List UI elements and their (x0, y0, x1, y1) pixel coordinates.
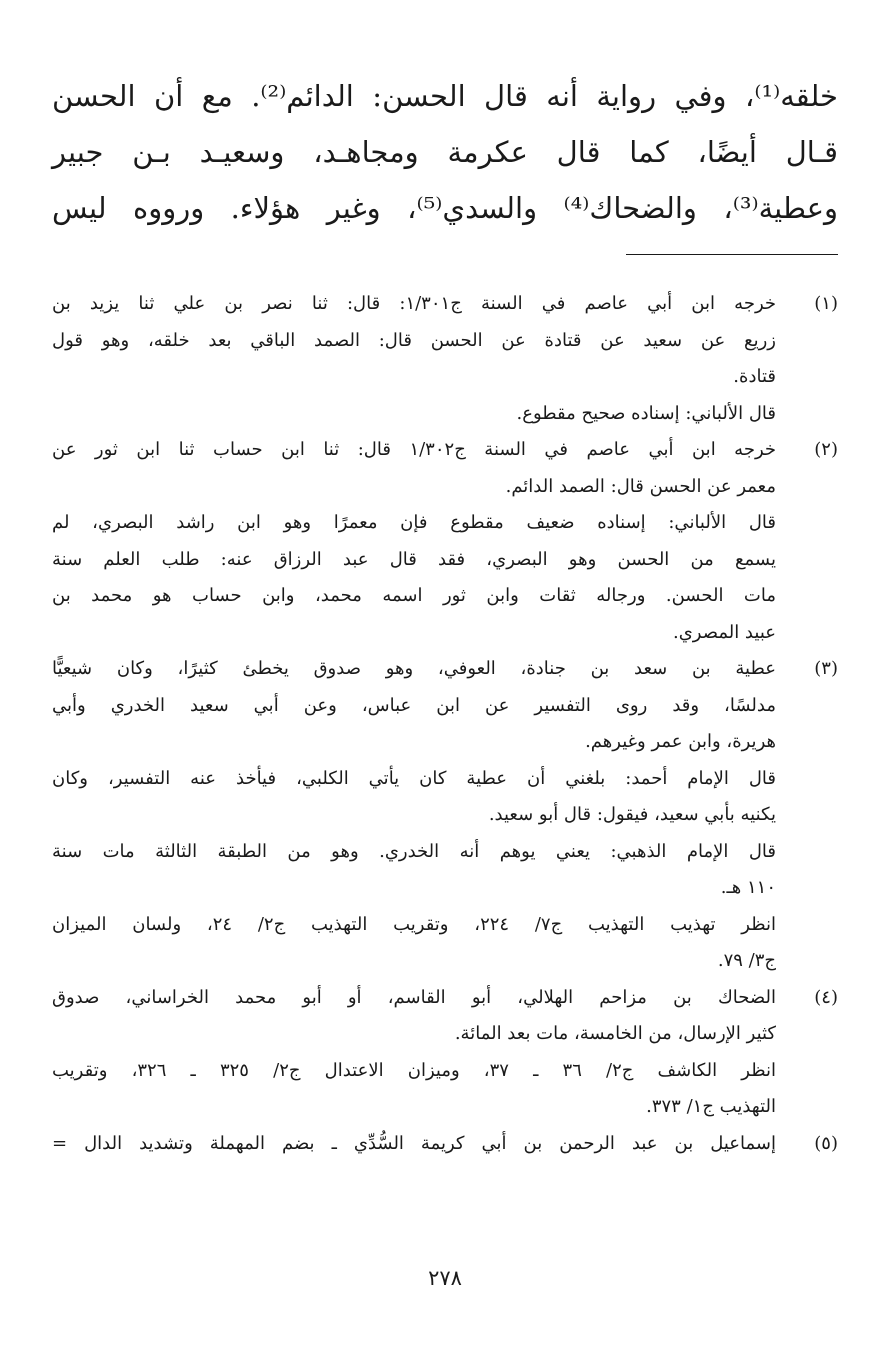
main-paragraph (52, 72, 838, 240)
footnote-line: خرجه ابن أبي عاصم في السنة ج١/٣٠٢ قال: ثنا ابن حساب ثنا ابن ثور عن (52, 439, 776, 460)
footnote-3 (52, 651, 838, 980)
footnote-line: قال الألباني: إسناده صحيح مقطوع. (516, 402, 776, 424)
footnotes (52, 286, 838, 1162)
footnote-line: مدلسًا، وقد روى التفسير عن ابن عباس، وعن أبي سعيد الخدري وأبي (52, 694, 776, 716)
page-number: ٢٧٨ (428, 1266, 462, 1290)
footnote-line: هريرة، وابن عمر وغيرهم. (585, 731, 776, 752)
footnote-line: إسماعيل بن عبد الرحمن بن أبي كريمة السُّدِّي ـ بضم المهملة وتشديد الدال = (52, 1132, 776, 1154)
footnote-line: معمر عن الحسن قال: الصمد الدائم. (505, 475, 776, 497)
footnote-line: يكنيه بأبي سعيد، فيقول: قال أبو سعيد. (488, 804, 776, 825)
footnote-number: (٢) (814, 439, 838, 460)
footnote-line: قال الإمام الذهبي: يعني يوهم أنه الخدري. وهو من الطبقة الثالثة مات سنة (52, 840, 776, 862)
footnote-5 (52, 1126, 838, 1163)
main-line-2: قـال أيضًا، كما قال عكرمة ومجاهـد، وسعيـد بـن جبير (52, 135, 838, 169)
footnote-line: التهذيب ج١/ ٣٧٣. (646, 1096, 776, 1117)
footnote-line: قال الألباني: إسناده ضعيف مقطوع فإن معمرًا وهو ابن راشد البصري، لم (52, 512, 776, 533)
main-line-1: خلقه⁽¹⁾، وفي رواية أنه قال الحسن: الدائم⁽²⁾. مع أن الحسن (52, 79, 838, 113)
footnote-line: ١١٠ هـ. (720, 877, 776, 898)
footnote-line: انظر تهذيب التهذيب ج٧/ ٢٢٤، وتقريب التهذيب ج٢/ ٢٤، ولسان الميزان (52, 913, 776, 935)
footnote-number: (١) (814, 293, 838, 314)
footnote-2 (52, 432, 838, 651)
footnote-line: انظر الكاشف ج٢/ ٣٦ ـ ٣٧، وميزان الاعتدال ج٢/ ٣٢٥ ـ ٣٢٦، وتقريب (52, 1059, 776, 1081)
footnote-line: الضحاك بن مزاحم الهلالي، أبو القاسم، أو أبو محمد الخراساني، صدوق (52, 986, 776, 1008)
footnote-line: قتادة. (733, 366, 776, 387)
footnote-line: خرجه ابن أبي عاصم في السنة ج١/٣٠١: قال: ثنا نصر بن علي ثنا يزيد بن (52, 293, 776, 314)
footnote-line: عبيد المصري. (672, 621, 776, 643)
footnote-1 (52, 286, 838, 432)
footnote-line: مات الحسن. ورجاله ثقات وابن ثور اسمه محمد، وابن حساب هو محمد بن (52, 585, 776, 606)
footnote-line: زريع عن سعيد عن قتادة عن الحسن قال: الصمد الباقي بعد خلقه، وهو قول (52, 329, 776, 351)
footnote-line: ج٣/ ٧٩. (717, 950, 776, 971)
footnote-line: قال الإمام أحمد: بلغني أن عطية كان يأتي الكلبي، فيأخذ عنه التفسير، وكان (52, 767, 776, 789)
footnote-number: (٣) (814, 658, 838, 679)
footnote-line: يسمع من الحسن وهو البصري، فقد قال عبد الرزاق عنه: طلب العلم سنة (52, 548, 776, 570)
footnote-number: (٤) (814, 986, 838, 1008)
main-line-3: وعطية⁽³⁾، والضحاك⁽⁴⁾ والسدي⁽⁵⁾، وغير هؤلاء. ورووه ليس (52, 191, 839, 225)
footnote-number: (٥) (814, 1132, 838, 1154)
footnote-line: كثير الإرسال، من الخامسة، مات بعد المائة. (454, 1023, 776, 1044)
footnote-4 (52, 980, 838, 1126)
footnote-separator (626, 254, 838, 255)
footnote-line: عطية بن سعد بن جنادة، العوفي، وهو صدوق يخطئ كثيرًا، وكان شيعيًّا (52, 658, 776, 679)
